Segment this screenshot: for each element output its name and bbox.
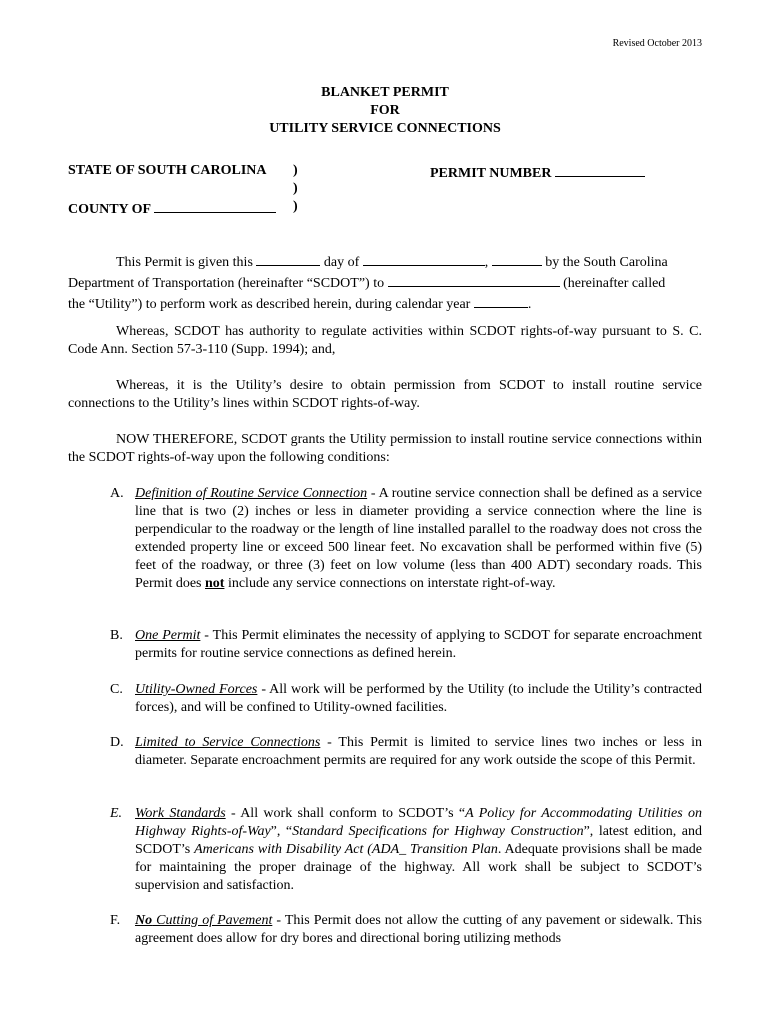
state-caption xyxy=(68,162,267,180)
day-blank[interactable] xyxy=(256,251,320,266)
county-label: COUNTY OF xyxy=(68,202,151,217)
permit-number-caption xyxy=(430,162,645,183)
whereas-paragraph-1: Whereas, SCDOT has authority to regulate activities within SCDOT rights-of-way pursuant to S. C. Code Ann. Section 57-3-110 (Supp. 1994); and, xyxy=(68,324,702,357)
condition-a-heading: Definition of Routine Service Connection xyxy=(135,486,368,501)
county-caption xyxy=(68,198,276,219)
condition-b: B. One Permit - This Permit eliminates the necessity of applying to SCDOT for separate encroachment permits for routine service connections as defined herein. xyxy=(110,628,703,661)
condition-b-letter: B. xyxy=(110,628,123,643)
condition-d-heading: Limited to Service Connections xyxy=(135,735,321,750)
condition-a-emphasis: not xyxy=(205,576,225,591)
caption-paren-3: ) xyxy=(293,199,298,214)
document-title xyxy=(0,84,770,138)
title-line-1: BLANKET PERMIT xyxy=(321,85,449,100)
condition-f-heading: Cutting of Pavement xyxy=(152,913,273,928)
permit-number-blank[interactable] xyxy=(555,162,645,177)
whereas-paragraph-2: Whereas, it is the Utility’s desire to obtain permission from SCDOT to install routine service connections to the Utility’s lines within SCDOT rights-of-way. xyxy=(68,378,702,411)
caption-paren-1: ) xyxy=(293,163,298,178)
condition-c-letter: C. xyxy=(110,682,123,697)
utility-name-blank[interactable] xyxy=(388,272,560,287)
title-line-3: UTILITY SERVICE CONNECTIONS xyxy=(269,121,501,136)
condition-a-letter: A. xyxy=(110,486,124,501)
county-blank[interactable] xyxy=(154,198,276,213)
intro-paragraph xyxy=(68,251,702,314)
condition-d: D. Limited to Service Connections - This Permit is limited to service lines two inches or less in diameter. Separate encroachment permits are required for any work outside the scope of this Permit. xyxy=(110,735,703,768)
month-blank[interactable] xyxy=(363,251,485,266)
condition-c-heading: Utility-Owned Forces xyxy=(135,682,258,697)
condition-d-letter: D. xyxy=(110,735,124,750)
condition-c: C. Utility-Owned Forces - All work will be performed by the Utility (to include the Utility’s contracted forces), and will be confined to Utility-owned facilities. xyxy=(110,682,702,715)
condition-e: E. Work Standards - All work shall conform to SCDOT’s “A Policy for Accommodating Utilities on Highway Rights-of-Way”, “Standard Specifications for Highway Construction”, latest edition, and SCDOT’s Americans with Disability Act (ADA_ Transition Plan. Adequate provisions shall be made for maintaining the proper drainage of the highway. All work shall be subject to SCDOT’s supervision and satisfaction. xyxy=(110,806,703,893)
now-therefore-paragraph: NOW THEREFORE, SCDOT grants the Utility permission to install routine service connections within the SCDOT rights-of-way upon the following conditions: xyxy=(68,432,702,465)
state-label: STATE OF SOUTH CAROLINA xyxy=(68,163,267,178)
condition-f-heading-bold: No xyxy=(135,913,153,928)
intro-line-1: This Permit is given this day of , by the South Carolina xyxy=(68,251,702,272)
intro-line-3: the “Utility”) to perform work as described herein, during calendar year . xyxy=(68,293,702,314)
condition-f-letter: F. xyxy=(110,913,121,928)
title-line-2: FOR xyxy=(370,103,400,118)
condition-a: A. Definition of Routine Service Connection - A routine service connection shall be defined as a service line that is two (2) inches or less in diameter providing a service connection where the line is perpendicular to the roadway or the length of line installed parallel to the roadway does not cross the extended property line or exceed 500 linear feet. No excavation shall be performed within five (5) feet of the roadway, or three (3) feet on low volume (less than 400 ADT) secondary roads. This Permit does not include any service connections on interstate right-of-way. xyxy=(110,486,702,591)
caption-paren-2: ) xyxy=(293,181,298,196)
year-blank[interactable] xyxy=(492,251,542,266)
condition-e-letter: E. xyxy=(110,806,123,821)
condition-b-heading: One Permit xyxy=(135,628,201,643)
permit-number-label: PERMIT NUMBER xyxy=(430,166,552,181)
condition-f: F. No Cutting of Pavement - This Permit does not allow the cutting of any pavement or sidewalk. This agreement does allow for dry bores and directional boring utilizing methods xyxy=(110,913,702,946)
calendar-year-blank[interactable] xyxy=(474,293,528,308)
condition-e-heading: Work Standards xyxy=(135,806,226,821)
revision-note: Revised October 2013 xyxy=(612,38,702,49)
intro-line-2: Department of Transportation (hereinafter “SCDOT”) to (hereinafter called xyxy=(68,272,702,293)
